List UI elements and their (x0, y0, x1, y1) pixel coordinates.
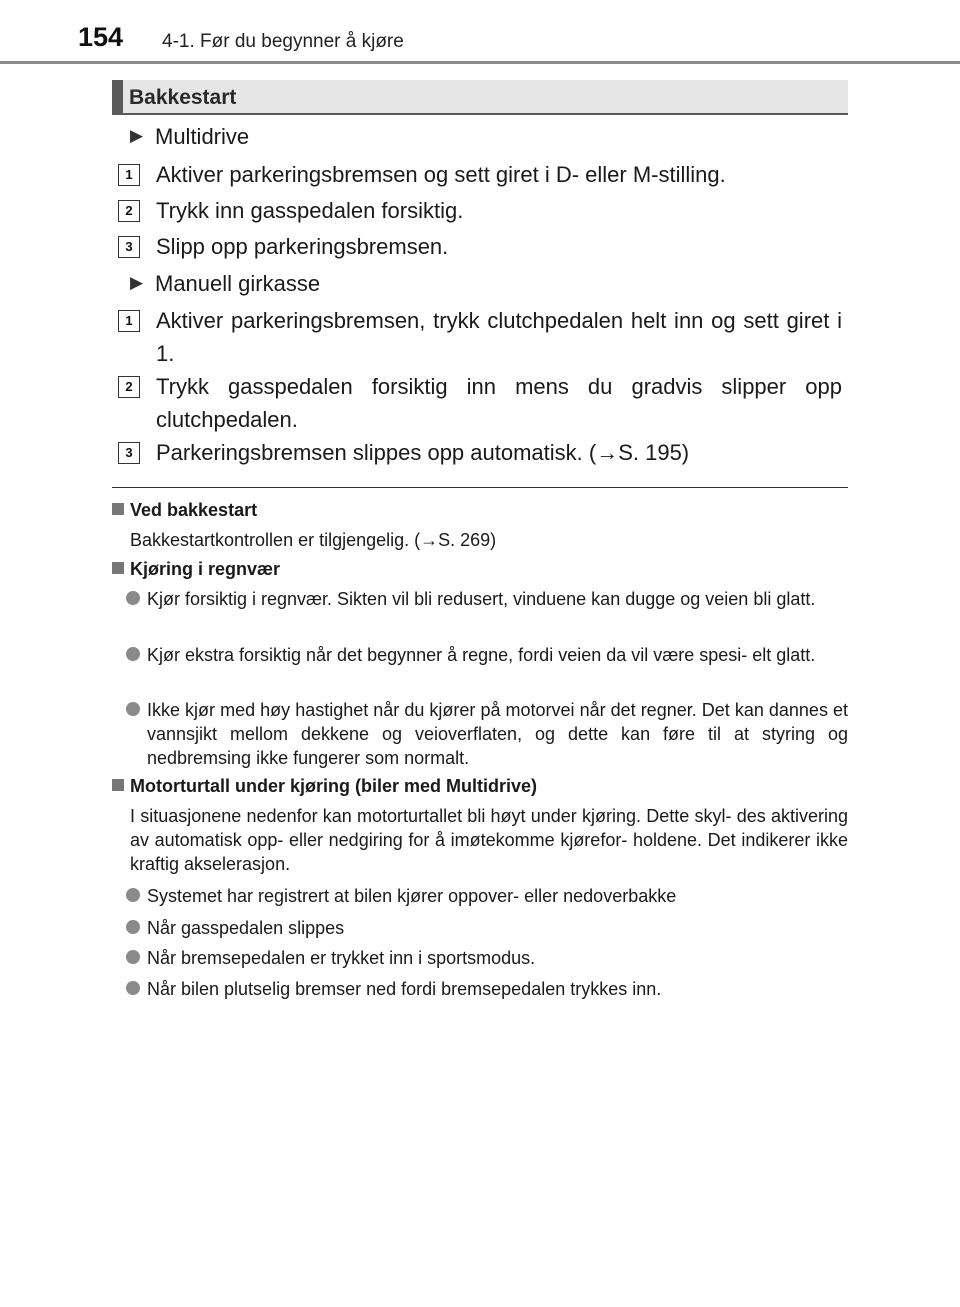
step-number-badge: 3 (118, 236, 140, 258)
list-item-text: Systemet har registrert at bilen kjører oppover- eller nedoverbakke (147, 886, 677, 906)
list-item-text: Når bremsepedalen er trykket inn i sportsmodus. (147, 948, 536, 968)
note-heading-text: Kjøring i regnvær (130, 559, 281, 579)
step-text: Trykk gasspedalen forsiktig inn mens du gradvis slipper opp clutchpedalen. (156, 374, 842, 432)
list-item-text: Når bilen plutselig bremser ned fordi bremsepedalen trykkes inn. (147, 979, 662, 999)
note-heading (112, 559, 280, 580)
section-accent-block (112, 80, 123, 113)
step-text: Parkeringsbremsen slippes opp automatisk. (→S. 195) (156, 440, 690, 465)
chapter-title: 4-1. Før du begynner å kjøre (162, 31, 404, 52)
circle-bullet-icon (126, 950, 140, 964)
triangle-bullet-icon: ▶ (130, 126, 144, 145)
page-number: 154 (78, 22, 124, 52)
step-number-badge: 1 (118, 164, 140, 186)
section-title: Bakkestart (129, 86, 237, 109)
list-item-text: Ikke kjør med høy hastighet når du kjører på motorvei når det regner. Det kan dannes et vannsjikt mellom dekkene og veioverflaten, og dette kan føre til at styring og nedbremsing ikke fungerer som normalt. (147, 700, 848, 768)
subheading-text: Manuell girkasse (155, 271, 321, 296)
step-text: Trykk inn gasspedalen forsiktig. (156, 198, 464, 223)
note-text: Bakkestartkontrollen er tilgjengelig. (→S. 269) (130, 530, 497, 550)
subheading-manual (130, 271, 321, 297)
subheading-text: Multidrive (155, 124, 250, 149)
square-bullet-icon (112, 503, 124, 515)
circle-bullet-icon (126, 647, 140, 661)
circle-bullet-icon (126, 981, 140, 995)
header-rule (0, 61, 960, 64)
step-number-badge: 2 (118, 376, 140, 398)
step-number-badge: 2 (118, 200, 140, 222)
note-text: I situasjonene nedenfor kan motorturtallet bli høyt under kjøring. Dette skyl- des aktivering av automatisk opp- eller nedgiring for å imøtekomme kjørefor- holdene. Det indikerer ikke kraftig akselerasjon. (130, 806, 848, 874)
circle-bullet-icon (126, 920, 140, 934)
circle-bullet-icon (126, 591, 140, 605)
circle-bullet-icon (126, 702, 140, 716)
step-text: Slipp opp parkeringsbremsen. (156, 234, 449, 259)
note-heading-text: Ved bakkestart (130, 500, 258, 520)
section-divider (112, 487, 848, 488)
step-text: Aktiver parkeringsbremsen og sett giret i D- eller M-stilling. (156, 162, 726, 187)
square-bullet-icon (112, 779, 124, 791)
page-header (0, 0, 960, 64)
note-heading-text: Motorturtall under kjøring (biler med Multidrive) (130, 776, 538, 796)
triangle-bullet-icon: ▶ (130, 273, 144, 292)
note-heading (112, 500, 257, 521)
list-item-text: Kjør ekstra forsiktig når det begynner å regne, fordi veien da vil være spesi- elt glatt. (147, 645, 816, 665)
circle-bullet-icon (126, 888, 140, 902)
subheading-multidrive (130, 124, 250, 150)
square-bullet-icon (112, 562, 124, 574)
list-item-text: Kjør forsiktig i regnvær. Sikten vil bli redusert, vinduene kan dugge og veien bli glatt. (147, 589, 816, 609)
note-heading (112, 776, 537, 797)
section-heading-bar (112, 80, 848, 115)
step-text: Aktiver parkeringsbremsen, trykk clutchpedalen helt inn og sett giret i 1. (156, 308, 842, 366)
step-number-badge: 3 (118, 442, 140, 464)
step-number-badge: 1 (118, 310, 140, 332)
list-item-text: Når gasspedalen slippes (147, 918, 345, 938)
